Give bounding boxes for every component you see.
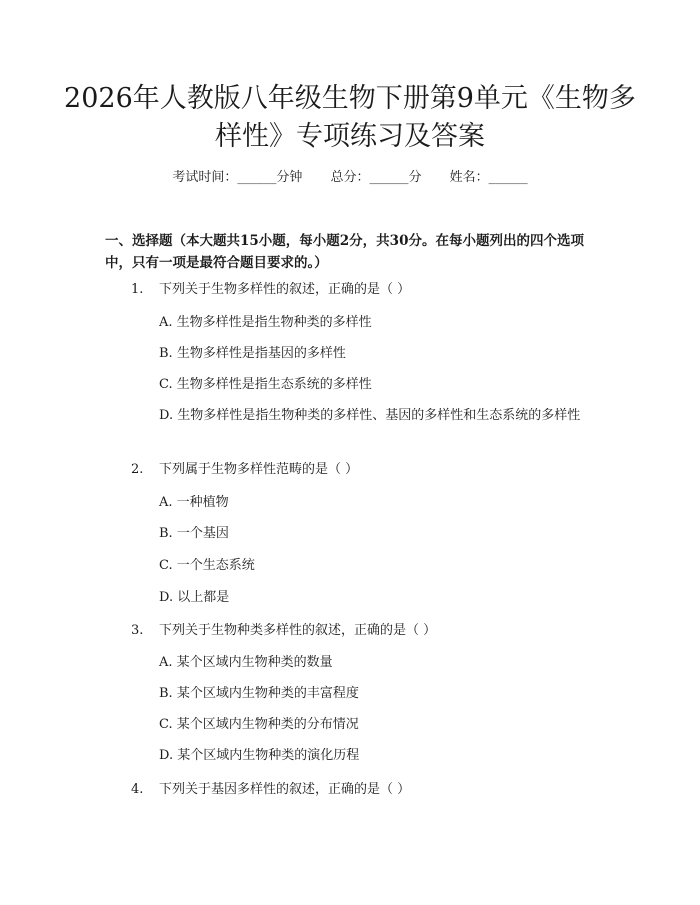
option-3b: B. 某个区域内生物种类的丰富程度 xyxy=(159,686,359,701)
option-3c: C. 某个区域内生物种类的分布情况 xyxy=(159,717,359,732)
total-score: 总分：______分 xyxy=(330,170,422,185)
option-1d: D. 生物多样性是指生物种类的多样性、基因的多样性和生态系统的多样性 xyxy=(159,408,581,423)
option-1a: A. 生物多样性是指生物种类的多样性 xyxy=(159,315,372,330)
exam-info xyxy=(0,168,700,188)
section-heading: 一、选择题（本大题共15小题，每小题2分，共30分。在每小题列出的四个选项中，只有一项是最符合题目要求的。） xyxy=(105,233,584,271)
option-3a: A. 某个区域内生物种类的数量 xyxy=(159,655,333,670)
option-1c: C. 生物多样性是指生态系统的多样性 xyxy=(159,377,372,392)
document-title: 2026年人教版八年级生物下册第9单元《生物多样性》专项练习及答案 xyxy=(64,83,636,152)
question-text: 下列关于基因多样性的叙述，正确的是（ ） xyxy=(159,782,411,797)
student-name: 姓名：______ xyxy=(449,170,528,185)
option-2a: A. 一种植物 xyxy=(159,495,229,510)
question-number: 2. xyxy=(131,462,144,477)
option-1b: B. 生物多样性是指基因的多样性 xyxy=(159,346,346,361)
option-2d: D. 以上都是 xyxy=(159,590,230,605)
question-number: 4. xyxy=(131,782,144,797)
question-number: 1. xyxy=(131,282,144,297)
option-3d: D. 某个区域内生物种类的演化历程 xyxy=(159,748,360,763)
question-text: 下列关于生物种类多样性的叙述，正确的是（ ） xyxy=(159,623,437,638)
exam-time: 考试时间：______分钟 xyxy=(172,170,303,185)
question-text: 下列关于生物多样性的叙述，正确的是（ ） xyxy=(159,282,411,297)
question-number: 3. xyxy=(131,623,144,638)
option-2c: C. 一个生态系统 xyxy=(159,558,255,573)
question-text: 下列属于生物多样性范畴的是（ ） xyxy=(159,462,359,477)
option-2b: B. 一个基因 xyxy=(159,526,229,541)
